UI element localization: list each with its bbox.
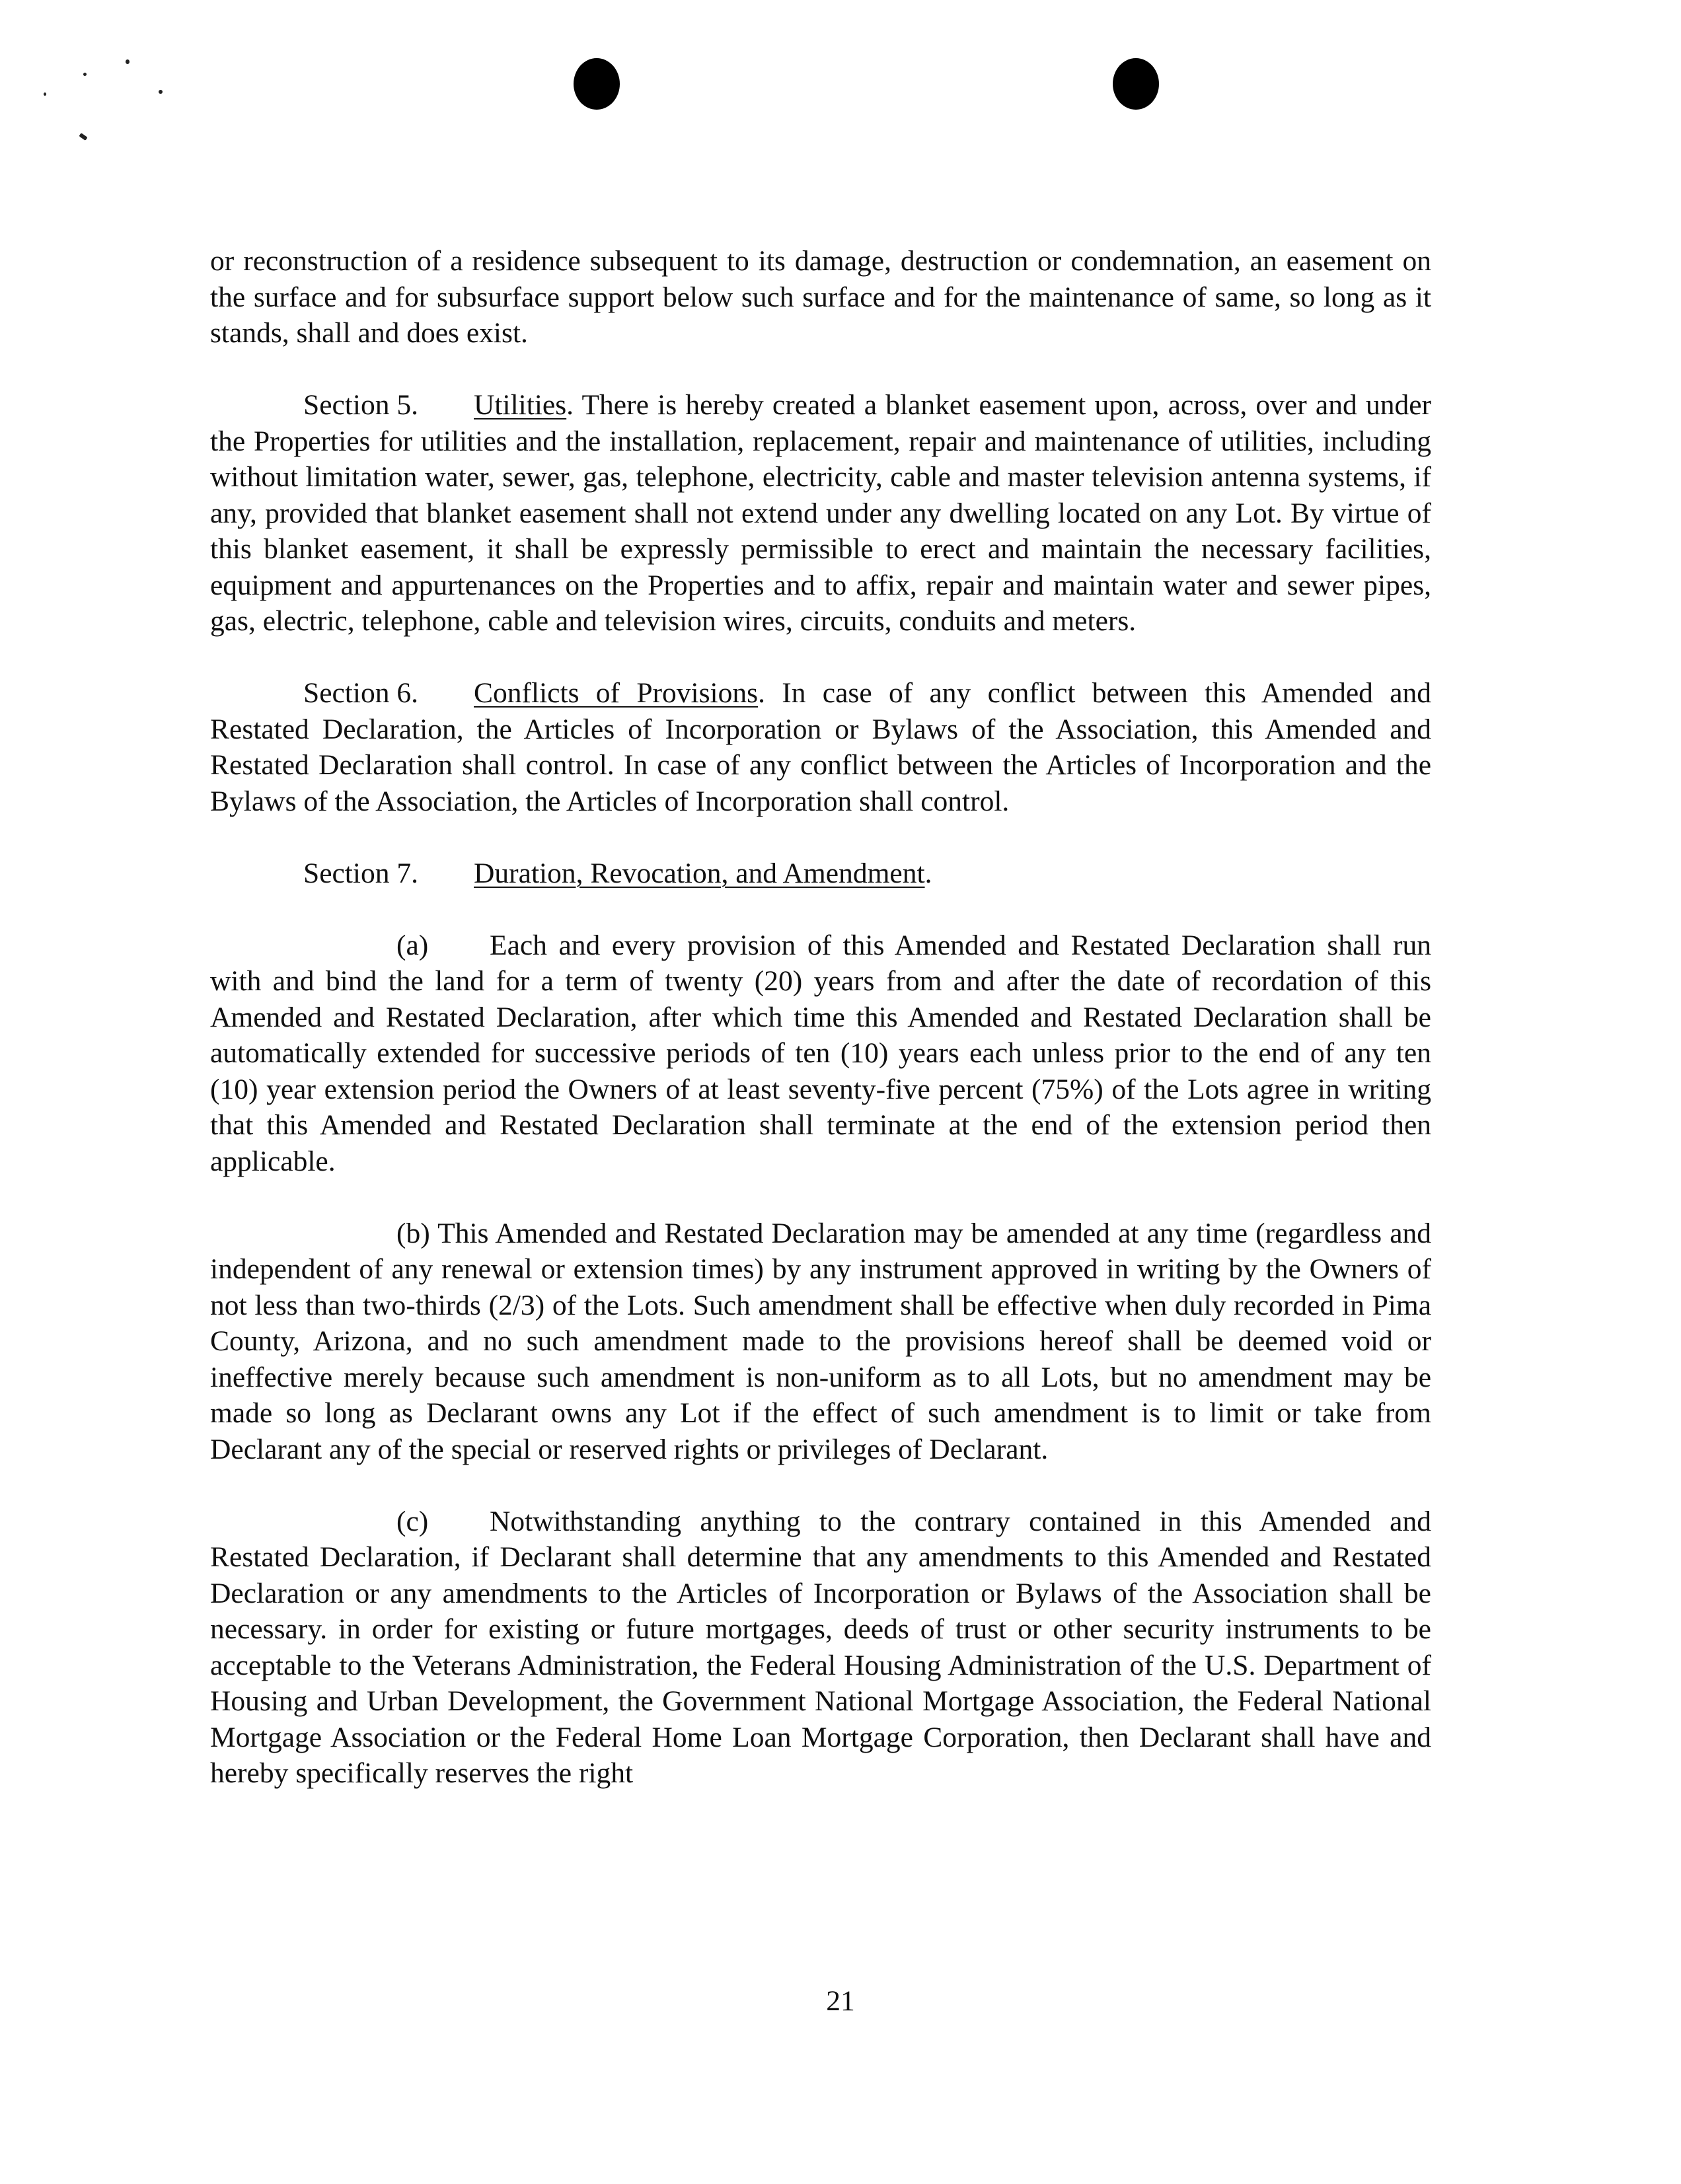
document-body — [210, 243, 1431, 1827]
punch-hole-left — [574, 58, 620, 110]
subsection-b — [210, 1216, 1431, 1468]
section-label: Section 5. — [303, 389, 418, 421]
punch-hole-right — [1113, 58, 1159, 110]
section-text: . There is hereby created a blanket easement upon, across, over and under the Properties for utilities and the installation, replacement, repair and maintenance of utilities, including without limitation water, sewer, gas, telephone, electricity, cable and master television antenna systems, if any, provided that blanket easement shall not extend under any dwelling located on any Lot. By virtue of this blanket easement, it shall be expressly permissible to erect and maintain the necessary facilities, equipment and appurtenances on the Properties and to affix, repair and maintain water and sewer pipes, gas, electric, telephone, cable and television wires, circuits, conduits and meters. — [210, 389, 1431, 637]
subsection-marker: (a) — [396, 929, 429, 961]
section-5 — [210, 387, 1431, 639]
subsection-a — [210, 928, 1431, 1180]
paragraph-continuation: or reconstruction of a residence subsequent to its damage, destruction or condemnation, an easement on the surface and for subsurface support below such surface and for the maintenance of same, so long as it stands, shall and does exist. — [210, 245, 1431, 349]
scan-speck — [126, 59, 130, 64]
section-7 — [210, 855, 1431, 892]
section-label: Section 6. — [303, 677, 418, 709]
subsection-c — [210, 1504, 1431, 1792]
scan-speck — [79, 133, 87, 141]
subsection-text: Notwithstanding anything to the contrary contained in this Amended and Restated Declaration, if Declarant shall determine that any amendments to this Amended and Restated Declaration or any amendments to the Articles of Incorporation or Bylaws of the Association shall be necessary. in order for existing or future mortgages, deeds of trust or other security instruments to be acceptable to the Veterans Administration, the Federal Housing Administration of the U.S. Department of Housing and Urban Development, the Government National Mortgage Association, the Federal National Mortgage Association or the Federal Home Loan Mortgage Corporation, then Declarant shall have and hereby specifically reserves the right — [210, 1505, 1431, 1789]
scan-speck — [159, 90, 163, 94]
subsection-marker: (c) — [396, 1505, 429, 1537]
section-heading: Duration, Revocation, and Amendment — [474, 857, 925, 889]
scan-speck — [83, 73, 87, 76]
section-6 — [210, 675, 1431, 819]
subsection-text: Each and every provision of this Amended and Restated Declaration shall run with and bind the land for a term of twenty (20) years from and after the date of recordation of this Amended and Restated Declaration, after which time this Amended and Restated Declaration shall be automatically extended for successive periods of ten (10) years each unless prior to the end of any ten (10) year extension period the Owners of at least seventy-five percent (75%) of the Lots agree in writing that this Amended and Restated Declaration shall terminate at the end of the extension period then applicable. — [210, 929, 1431, 1177]
section-text: . — [924, 857, 932, 889]
section-heading: Utilities — [474, 389, 567, 421]
section-label: Section 7. — [303, 857, 418, 889]
section-text: . In case of any conflict between this Amended and Restated Declaration, the Articles of Incorporation or Bylaws of the Association, this Amended and Restated Declaration shall control. In case of any conflict between the Articles of Incorporation and the Bylaws of the Association, the Articles of Incorporation shall control. — [210, 677, 1432, 817]
subsection-marker: (b) — [396, 1217, 430, 1249]
scan-speck — [44, 92, 46, 96]
subsection-text: This Amended and Restated Declaration may be amended at any time (regardless and independent of any renewal or extension times) by any instrument approved in writing by the Owners of not less than two-thirds (2/3) of the Lots. Such amendment shall be effective when duly recorded in Pima County, Arizona, and no such amendment made to the provisions hereof shall be deemed void or ineffective merely because such amendment is non-uniform as to all Lots, but no amendment may be made so long as Declarant owns any Lot if the effect of such amendment is to limit or take from Declarant any of the special or reserved rights or privileges of Declarant. — [210, 1217, 1431, 1465]
section-heading: Conflicts of Provisions — [474, 677, 759, 709]
page-number: 21 — [826, 1985, 855, 2017]
